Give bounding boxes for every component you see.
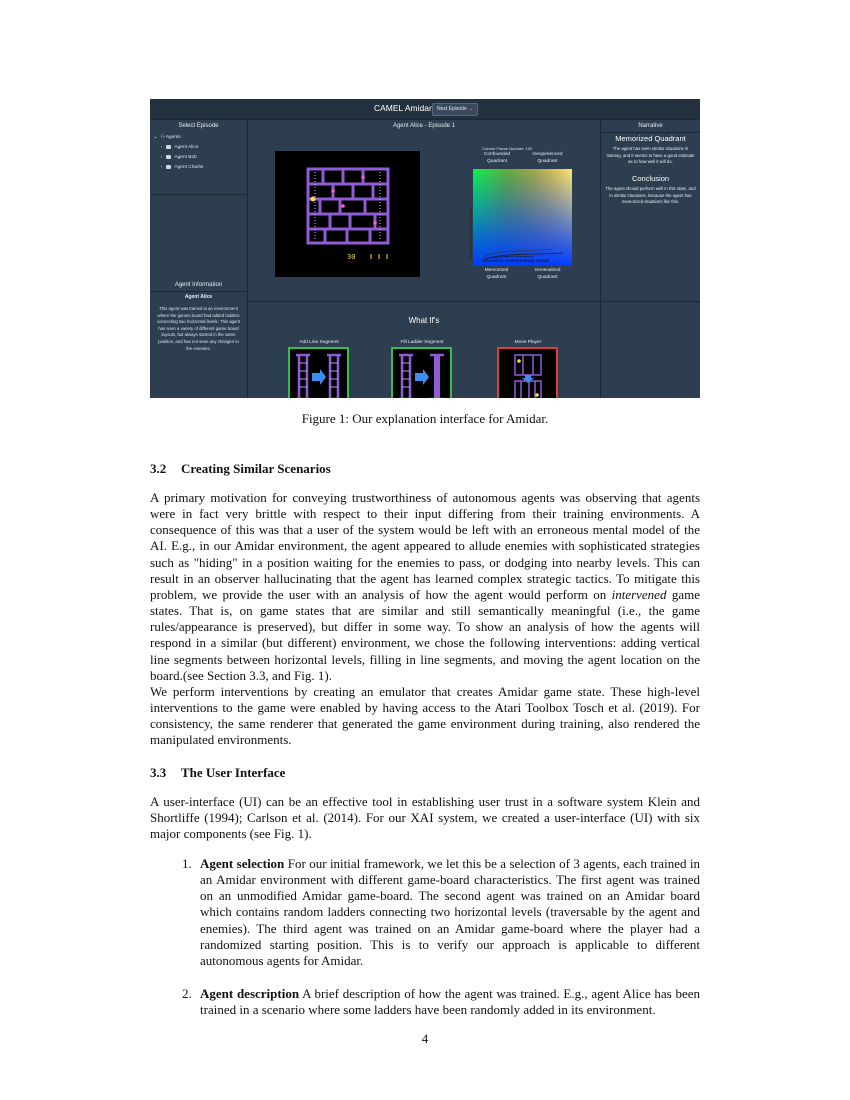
list-item-body: [200, 986, 700, 1018]
agent-info-description: This agent was trained in an environment where the games board had added ladders connecting two horizontal levels. This agent has seen a variety of different game board layouts, but always started in the same position, and has not seen any changes to the enemies.: [156, 306, 241, 351]
arrow-down-icon: [522, 375, 534, 383]
paragraph-text: game states. That is, on game states that are similar and still semantically meaningful (i.e., the game rules/appearance is preserved), but differ in some way. To show an analysis of how the agents will respond in a similar (but different) environment, we chose the following interventions: adding vertical line segments between horizontal levels, filling in line segments, and moving the agent location on the board.(see Section 3.3, and Fig. 1).: [150, 586, 701, 683]
list-item: [182, 986, 700, 1018]
tree-item-agent-bob[interactable]: [152, 153, 204, 163]
app-title: CAMEL Amidar: [374, 103, 432, 113]
chevron-right-icon[interactable]: ›: [160, 165, 163, 170]
agent-label: Agent Alice: [174, 145, 199, 150]
divider: [601, 132, 700, 133]
frame-number: Current Frame Number: 100: [482, 146, 533, 151]
agent-info-name: Agent Alice: [184, 294, 213, 300]
trajectory-plot: [473, 169, 572, 266]
list-item-text: A brief description of how the agent was trained. E.g., agent Alice has been trained in a scenario where some ladders have been randomly added in its environment.: [200, 986, 700, 1018]
amidar-board: [275, 151, 420, 277]
whatif-label-add-line: Add Line Segment: [299, 340, 339, 345]
tree-root-label: Agents: [165, 135, 181, 140]
folder-icon: [166, 145, 171, 149]
list-item-body: [200, 856, 700, 969]
quadrant-label-memorized: Memorized Quadrant: [484, 268, 509, 280]
section-title: The User Interface: [181, 765, 286, 780]
tree-item-agent-charlie[interactable]: [152, 163, 204, 173]
agent-information-header: Agent Information: [174, 282, 223, 288]
agent-tree: [152, 133, 204, 173]
select-episode-header: Select Episode: [178, 123, 219, 129]
whatif-label-move-player: Move Player: [514, 340, 542, 345]
conclusion-text: The agent should perform well in this state, and in similar situations, because the agent has memorized situations like this.: [605, 186, 696, 205]
whatif-label-fill-ladder: Fill Ladder Segment: [400, 340, 444, 345]
divider: [150, 291, 247, 292]
whatif-preview: [290, 349, 347, 398]
whatif-preview: [393, 349, 450, 398]
emphasis-text: intervened: [611, 586, 667, 602]
list-marker: 2.: [182, 986, 192, 1001]
section-number: 3.3: [150, 765, 167, 780]
quadrant-x-axis-label: Distance to nearest training sample: [482, 258, 550, 263]
section-title: Creating Similar Scenarios: [181, 461, 331, 476]
paragraph: [150, 490, 700, 684]
paragraph: We perform interventions by creating an emulator that creates Amidar game state. These high-level interventions to the game were enabled by having access to the Atari Toolbox Tosch et al. (2019). For consistency, the same renderer that generated the game environment during training, also rendered the manipulated environments.: [150, 684, 700, 748]
figure-screenshot: [150, 99, 700, 398]
divider: [150, 194, 247, 195]
conclusion-heading: Conclusion: [631, 174, 670, 183]
left-panel: [150, 119, 247, 398]
section-heading-3-3: [150, 765, 285, 781]
narrative-text: The agent has seen similar situations in training, and it seems to have a good estimate as to how well it will do.: [606, 146, 695, 165]
chevron-right-icon[interactable]: ›: [160, 145, 163, 150]
score-text: 30: [347, 254, 356, 262]
paragraph-text: A primary motivation for conveying trustworthiness of autonomous agents was observing that agents were in fact very brittle with respect to their input differing from their training environments. A consequence of this was that a user of the system would be left with an erroneous mental model of the AI. E.g., in our Amidar environment, the agent appeared to allude enemies with sophisticated strategies such as "hiding" in a position waiting for the enemies to pass, or dodging into nearby levels. This can result in an observer hallucinating that the agent has learned complex strategic tactics. To mitigate this problem, we provide the user with an analysis of how the agent would perform on: [150, 490, 700, 602]
tree-root[interactable]: [152, 133, 204, 143]
player-sprite: [311, 197, 316, 202]
page-number: 4: [421, 1031, 429, 1046]
whatif-fill-ladder-segment[interactable]: [391, 347, 452, 398]
app-topbar: [150, 99, 700, 120]
whatif-preview: [499, 349, 556, 398]
arrow-right-icon: [312, 369, 326, 385]
folder-icon: [166, 155, 171, 159]
narrative-header: Narrative: [638, 123, 663, 129]
what-ifs-title: What If's: [408, 316, 440, 325]
section-heading-3-2: [150, 461, 331, 477]
whatif-add-line-segment[interactable]: [288, 347, 349, 398]
list-item-term: Agent selection: [200, 856, 285, 871]
quadrant-label-confounded: Confounded Quadrant: [483, 152, 511, 164]
figure-caption: Figure 1: Our explanation interface for Amidar.: [301, 411, 549, 426]
quadrant-y-axis-label: Distance to nearest activation: [468, 206, 473, 259]
list-item-term: Agent description: [200, 986, 300, 1001]
episode-title: Agent Alice - Episode 1: [392, 123, 456, 129]
quadrant-label-inexperienced: Inexperienced Quadrant: [532, 152, 563, 164]
users-icon: ⚇: [160, 135, 165, 140]
agent-label: Agent Charlie: [174, 165, 204, 170]
center-panel: [248, 119, 600, 398]
list-item-text: For our initial framework, we let this be a selection of 3 agents, each trained in an Amidar environment with different game-board characteristics. The first agent was trained on an unmodified Amidar game-board. The second agent was trained on an Amidar board which contains random ladders connecting two horizontal levels (traversable by the agent and enemies). The third agent was trained on an Amidar game-board where the player had a randomized starting position. This is to verify our approach is applicable to different autonomous agents for Amidar.: [200, 856, 700, 968]
quadrant-chart: [473, 169, 572, 266]
quadrant-label-generalized: Generalized Quadrant: [534, 268, 561, 280]
arrow-right-icon: [415, 369, 429, 385]
narrative-heading: Memorized Quadrant: [615, 134, 686, 143]
folder-icon: [166, 165, 171, 169]
next-episode-button[interactable]: Next Episode →: [432, 103, 478, 116]
divider: [601, 301, 700, 302]
chevron-down-icon[interactable]: ⌄: [153, 135, 158, 140]
tree-item-agent-alice[interactable]: [152, 143, 204, 153]
game-screen[interactable]: [275, 151, 420, 277]
whatif-move-player[interactable]: [497, 347, 558, 398]
chevron-right-icon[interactable]: ›: [160, 155, 163, 160]
list-marker: 1.: [182, 856, 192, 871]
list-item: [182, 856, 700, 969]
paragraph: A user-interface (UI) can be an effective tool in establishing user trust in a software system Klein and Shortliffe (1994); Carlson et al. (2014). For our XAI system, we created a user-interface (UI) with six major components (see Fig. 1).: [150, 794, 700, 842]
section-number: 3.2: [150, 461, 167, 476]
narrative-panel: [601, 119, 700, 398]
agent-label: Agent Bob: [174, 155, 197, 160]
divider: [248, 301, 600, 302]
